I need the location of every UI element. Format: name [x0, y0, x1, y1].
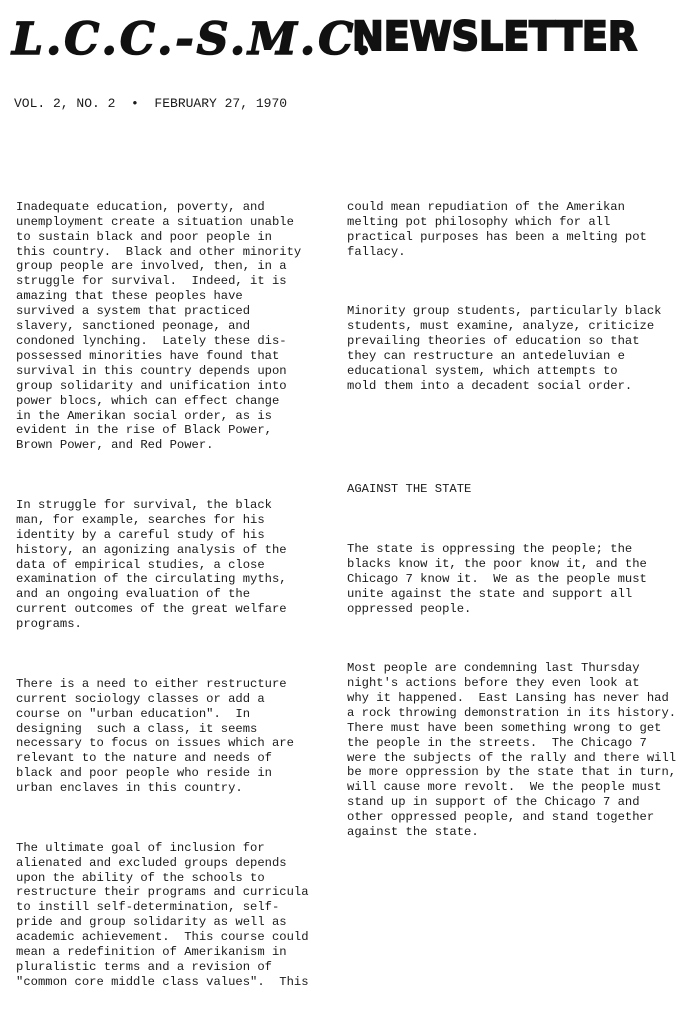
paragraph: There is a need to either restructure current sociology classes or add a course on "urban education". In designing such a class, it seems necessary to focus on issues which are relevant to the nature and needs of black and poor people who reside in urban enclaves in this country. [16, 676, 294, 796]
paragraph: The state is oppressing the people; the blacks know it, the poor know it, and the Chicago 7 know it. We as the people must unite against the state and support all oppressed people. [347, 541, 647, 616]
paragraph: Inadequate education, poverty, and unemployment create a situation unable to sustain black and poor people in this country. Black and other minority group people are involved, then, in a struggle for survival. Indeed, it is amazing that these peoples have survived a system that practiced slavery, sanctioned peonage, and condoned lynching. Lately these dis- possessed minorities have found that survival in this country depends upon group solidarity and unification into power blocs, which can effect change in the Amerikan social order, as is evident in the rise of Black Power, Brown Power, and Red Power. [16, 199, 302, 453]
paragraph: In struggle for survival, the black man, for example, searches for his identity by a careful study of his history, an agonizing analysis of the data of empirical studies, a close examination of the circulating myths, and an ongoing evaluation of the current outcomes of the great welfare programs. [16, 497, 287, 632]
masthead-title-right: NEWSLETTER [352, 14, 638, 60]
left-column [16, 170, 332, 1020]
paragraph: could mean repudiation of the Amerikan melting pot philosophy which for all practical purposes has been a melting pot fallacy. [347, 199, 647, 259]
masthead [12, 14, 692, 74]
paragraph: Most people are condemning last Thursday night's actions before they even look at why it happened. East Lansing has never had a rock throwing demonstration in its history. There must have been something wrong to get the people in the streets. The Chicago 7 were the subjects of the rally and there will be more oppression by the state that in turn, will cause more revolt. We the people must stand up in support of the Chicago 7 and other oppressed people, and stand together against the state. [347, 661, 677, 840]
issue-line: VOL. 2, NO. 2 • FEBRUARY 27, 1970 [14, 96, 288, 111]
paragraph: The ultimate goal of inclusion for alienated and excluded groups depends upon the ability of the schools to restructure their programs and curricula to instill self-determination, self- pride and group solidarity as well as academic achievement. This course could mean a redefinition of Amerikanism in pluralistic terms and a revision of "common core middle class values". This [16, 840, 309, 989]
right-column [347, 170, 693, 870]
masthead-title-left: L.C.C.-S.M.C. [12, 14, 374, 65]
section-heading: AGAINST THE STATE [347, 482, 472, 497]
paragraph: Minority group students, particularly black students, must examine, analyze, criticize prevailing theories of education so that they can restructure an antedeluvian e educational system, which attempts to mold them into a decadent social order. [347, 304, 662, 393]
